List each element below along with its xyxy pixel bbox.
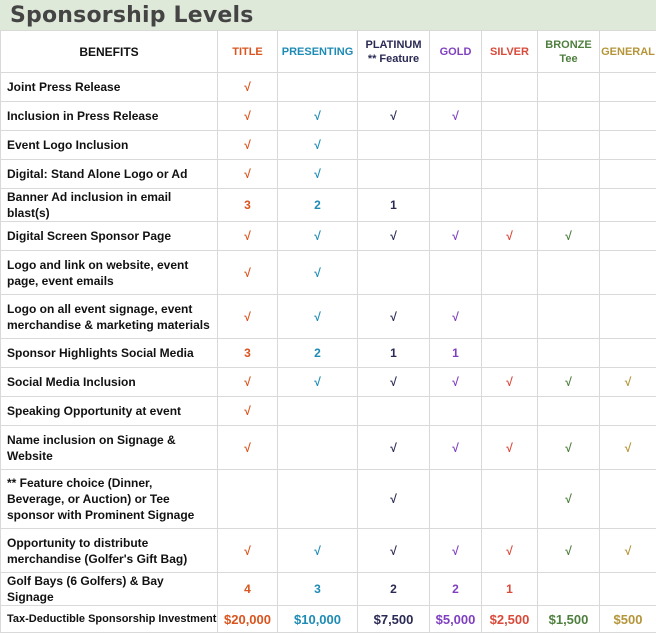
cell-platinum: [358, 131, 430, 160]
price-silver: $2,500: [482, 606, 538, 633]
cell-general: [600, 339, 656, 368]
tier-header-gold: [430, 31, 482, 73]
benefits-body: [1, 73, 656, 606]
cell-general: √: [600, 529, 656, 573]
cell-general: [600, 73, 656, 102]
page-title: Sponsorship Levels: [10, 3, 254, 28]
cell-presenting: 3: [278, 573, 358, 606]
cell-gold: [430, 397, 482, 426]
table-row: [1, 397, 656, 426]
cell-silver: [482, 102, 538, 131]
cell-bronze: [538, 295, 600, 339]
cell-platinum: 1: [358, 189, 430, 222]
cell-general: [600, 189, 656, 222]
cell-general: [600, 160, 656, 189]
benefit-label: Golf Bays (6 Golfers) & Bay Signage: [1, 573, 218, 606]
tier-header-line: BRONZE: [545, 39, 591, 51]
cell-general: [600, 573, 656, 606]
cell-title: √: [218, 102, 278, 131]
cell-gold: √: [430, 426, 482, 470]
cell-presenting: √: [278, 368, 358, 397]
tier-header-line: PRESENTING: [282, 46, 354, 58]
cell-presenting: [278, 470, 358, 529]
cell-title: √: [218, 160, 278, 189]
cell-gold: 1: [430, 339, 482, 368]
cell-silver: [482, 73, 538, 102]
cell-platinum: √: [358, 295, 430, 339]
cell-general: [600, 222, 656, 251]
cell-silver: [482, 251, 538, 295]
cell-platinum: √: [358, 102, 430, 131]
cell-gold: [430, 131, 482, 160]
cell-silver: [482, 131, 538, 160]
cell-silver: √: [482, 222, 538, 251]
cell-presenting: √: [278, 529, 358, 573]
benefits-header: BENEFITS: [1, 31, 218, 73]
price-presenting: $10,000: [278, 606, 358, 633]
table-row: [1, 160, 656, 189]
cell-silver: 1: [482, 573, 538, 606]
cell-platinum: √: [358, 470, 430, 529]
cell-bronze: √: [538, 368, 600, 397]
price-gold: $5,000: [430, 606, 482, 633]
price-general: $500: [600, 606, 656, 633]
tier-header-line: SILVER: [490, 46, 529, 58]
cell-general: [600, 470, 656, 529]
cell-bronze: [538, 102, 600, 131]
price-title: $20,000: [218, 606, 278, 633]
tier-header-line: GOLD: [440, 46, 472, 58]
tier-header-general: [600, 31, 656, 73]
cell-presenting: √: [278, 222, 358, 251]
tier-header-line: PLATINUM: [365, 39, 421, 51]
cell-title: √: [218, 529, 278, 573]
benefit-label: Digital Screen Sponsor Page: [1, 222, 218, 251]
cell-title: √: [218, 397, 278, 426]
cell-presenting: [278, 426, 358, 470]
tier-header-line: Tee: [559, 53, 577, 65]
cell-gold: √: [430, 529, 482, 573]
benefit-label: Sponsor Highlights Social Media: [1, 339, 218, 368]
benefit-label: Logo and link on website, event page, event emails: [1, 251, 218, 295]
cell-silver: [482, 339, 538, 368]
cell-platinum: √: [358, 222, 430, 251]
price-row: [1, 606, 656, 633]
cell-presenting: 2: [278, 189, 358, 222]
table-row: [1, 426, 656, 470]
cell-bronze: √: [538, 529, 600, 573]
cell-title: 3: [218, 339, 278, 368]
table-row: [1, 189, 656, 222]
cell-silver: √: [482, 529, 538, 573]
cell-title: √: [218, 131, 278, 160]
tier-header-title: [218, 31, 278, 73]
tier-header-silver: [482, 31, 538, 73]
cell-title: √: [218, 222, 278, 251]
cell-bronze: [538, 339, 600, 368]
cell-bronze: √: [538, 426, 600, 470]
cell-gold: [430, 189, 482, 222]
table-row: [1, 339, 656, 368]
table-row: [1, 470, 656, 529]
benefit-label: Joint Press Release: [1, 73, 218, 102]
tier-header-line: TITLE: [232, 46, 263, 58]
benefit-label: Name inclusion on Signage & Website: [1, 426, 218, 470]
cell-gold: √: [430, 102, 482, 131]
cell-silver: √: [482, 426, 538, 470]
cell-title: √: [218, 426, 278, 470]
cell-bronze: [538, 189, 600, 222]
benefit-label: Speaking Opportunity at event: [1, 397, 218, 426]
cell-silver: [482, 397, 538, 426]
cell-title: 4: [218, 573, 278, 606]
table-row: [1, 222, 656, 251]
title-bar: [0, 0, 656, 30]
benefit-label: Opportunity to distribute merchandise (Golfer's Gift Bag): [1, 529, 218, 573]
cell-general: [600, 131, 656, 160]
cell-bronze: [538, 573, 600, 606]
cell-platinum: [358, 251, 430, 295]
cell-bronze: [538, 73, 600, 102]
benefit-label: Logo on all event signage, event merchandise & marketing materials: [1, 295, 218, 339]
cell-bronze: [538, 397, 600, 426]
cell-gold: √: [430, 368, 482, 397]
cell-silver: [482, 470, 538, 529]
cell-bronze: [538, 251, 600, 295]
benefit-label: Banner Ad inclusion in email blast(s): [1, 189, 218, 222]
benefit-label: Social Media Inclusion: [1, 368, 218, 397]
table-row: [1, 529, 656, 573]
cell-presenting: √: [278, 160, 358, 189]
cell-platinum: [358, 73, 430, 102]
table-row: [1, 73, 656, 102]
table-row: [1, 368, 656, 397]
cell-title: √: [218, 73, 278, 102]
cell-general: [600, 397, 656, 426]
tier-header-presenting: [278, 31, 358, 73]
cell-bronze: [538, 160, 600, 189]
benefit-label: ** Feature choice (Dinner, Beverage, or Auction) or Tee sponsor with Prominent Signage: [1, 470, 218, 529]
cell-presenting: √: [278, 251, 358, 295]
cell-platinum: 2: [358, 573, 430, 606]
cell-title: √: [218, 295, 278, 339]
sponsorship-table: [0, 30, 656, 633]
cell-gold: [430, 470, 482, 529]
cell-general: [600, 102, 656, 131]
cell-presenting: √: [278, 102, 358, 131]
cell-silver: √: [482, 368, 538, 397]
header-row: [1, 31, 656, 73]
table-row: [1, 251, 656, 295]
cell-gold: [430, 160, 482, 189]
cell-title: 3: [218, 189, 278, 222]
tier-header-platinum: [358, 31, 430, 73]
cell-title: √: [218, 251, 278, 295]
cell-platinum: 1: [358, 339, 430, 368]
cell-bronze: [538, 131, 600, 160]
cell-presenting: [278, 73, 358, 102]
cell-bronze: √: [538, 222, 600, 251]
cell-bronze: √: [538, 470, 600, 529]
cell-silver: [482, 160, 538, 189]
cell-gold: [430, 251, 482, 295]
price-platinum: $7,500: [358, 606, 430, 633]
cell-platinum: √: [358, 368, 430, 397]
price-bronze: $1,500: [538, 606, 600, 633]
cell-presenting: 2: [278, 339, 358, 368]
cell-general: [600, 251, 656, 295]
cell-gold: √: [430, 222, 482, 251]
table-row: [1, 573, 656, 606]
tier-header-line: GENERAL: [601, 46, 655, 58]
table-row: [1, 131, 656, 160]
cell-silver: [482, 189, 538, 222]
cell-title: [218, 470, 278, 529]
cell-title: √: [218, 368, 278, 397]
price-label: Tax-Deductible Sponsorship Investment: [1, 606, 218, 633]
cell-gold: √: [430, 295, 482, 339]
tier-header-line: ** Feature: [368, 53, 419, 65]
cell-platinum: [358, 160, 430, 189]
cell-platinum: √: [358, 529, 430, 573]
table-row: [1, 295, 656, 339]
cell-presenting: √: [278, 295, 358, 339]
cell-platinum: √: [358, 426, 430, 470]
benefit-label: Digital: Stand Alone Logo or Ad: [1, 160, 218, 189]
table-row: [1, 102, 656, 131]
cell-silver: [482, 295, 538, 339]
cell-gold: 2: [430, 573, 482, 606]
tier-header-bronze: [538, 31, 600, 73]
cell-presenting: √: [278, 131, 358, 160]
cell-general: [600, 295, 656, 339]
benefit-label: Event Logo Inclusion: [1, 131, 218, 160]
cell-presenting: [278, 397, 358, 426]
cell-gold: [430, 73, 482, 102]
cell-general: √: [600, 368, 656, 397]
cell-platinum: [358, 397, 430, 426]
cell-general: √: [600, 426, 656, 470]
benefit-label: Inclusion in Press Release: [1, 102, 218, 131]
